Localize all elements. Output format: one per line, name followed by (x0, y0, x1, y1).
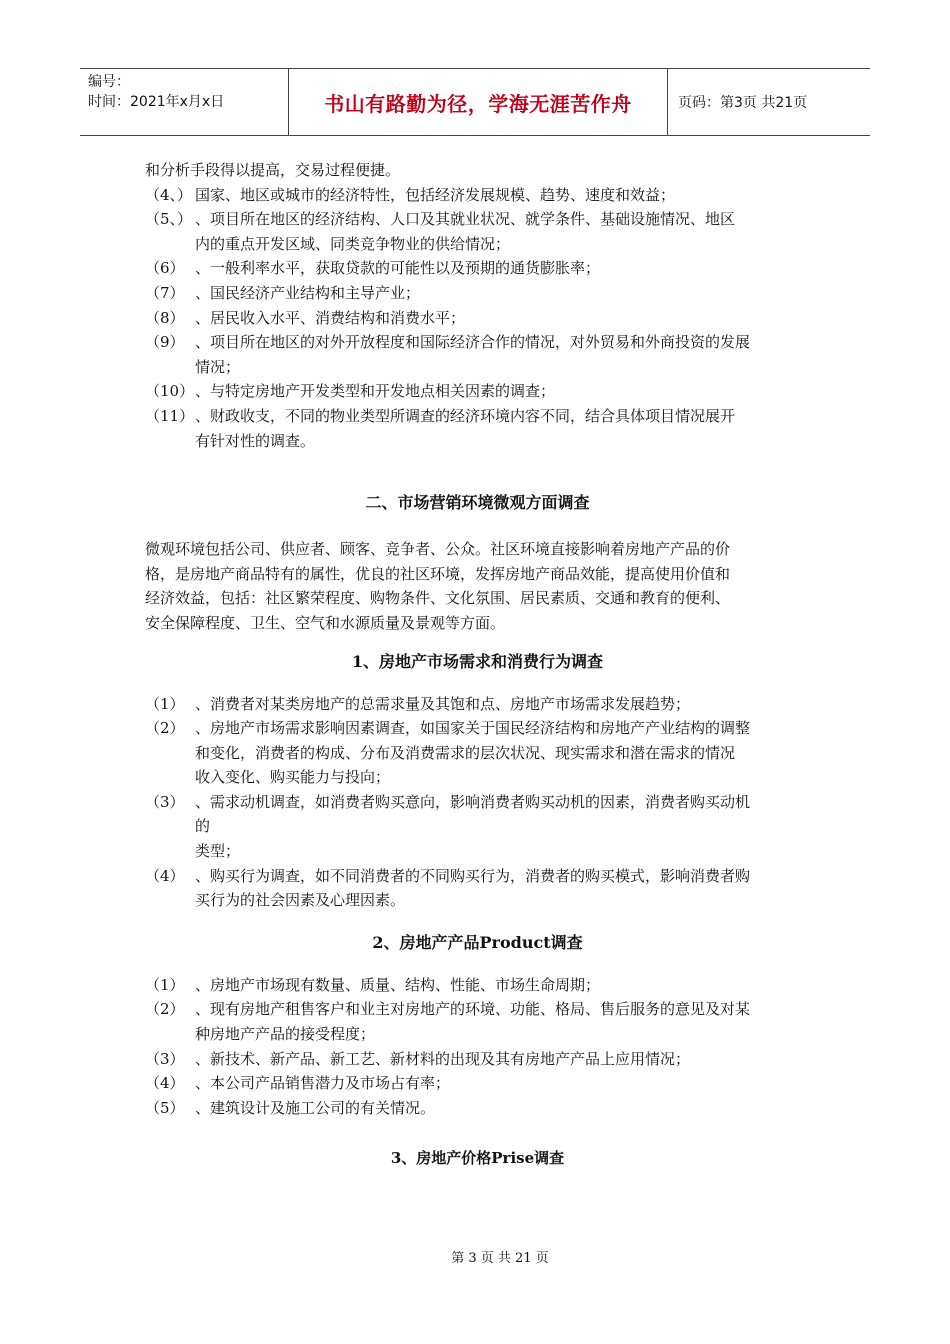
item-text (195, 256, 810, 281)
document-body (145, 158, 810, 1171)
header-motto: 书山有路勤为径，学海无涯苦作舟 (288, 69, 668, 135)
item-text-line: 有针对性的调查。 (195, 431, 316, 450)
list-item (145, 404, 810, 453)
subsection-title: 3、房地产价格Prise调查 (390, 1149, 565, 1168)
item-text (195, 207, 810, 256)
list-item (145, 1071, 810, 1096)
item-text-line: 收入变化、购买能力与投向； (195, 768, 391, 787)
list-item (145, 716, 810, 790)
item-text (195, 692, 810, 717)
item-text (195, 183, 810, 208)
list-item (145, 256, 810, 281)
list-item (145, 864, 810, 913)
item-text-line: 、与特定房地产开发类型和开发地点相关因素的调查； (195, 382, 556, 401)
item-number: （10） (145, 382, 195, 401)
paragraph-line: 经济效益，包括：社区繁荣程度、购物条件、文化氛围、居民素质、交通和教育的便利、 (145, 589, 731, 608)
list-item (145, 379, 810, 404)
item-number: （6） (145, 259, 185, 278)
item-text (195, 1047, 810, 1072)
item-number: （9） (145, 333, 185, 352)
item-text-line: 买行为的社会因素及心理因素。 (195, 891, 406, 910)
product-list (145, 973, 810, 1121)
subsection-title: 1、房地产市场需求和消费行为调查 (351, 651, 604, 671)
item-number: （4） (145, 866, 185, 885)
item-text (195, 790, 810, 864)
item-number: （3） (145, 1049, 185, 1068)
item-number: （7） (145, 283, 185, 302)
time-label: 时间：2021年x月x日 (88, 94, 225, 110)
list-item (145, 183, 810, 208)
item-text-line: 、需求动机调查，如消费者购买意向，影响消费者购买动机的因素，消费者购买动机 (195, 792, 751, 811)
item-text-line: 、财政收支，不同的物业类型所调查的经济环境内容不同，结合具体项目情况展开 (195, 406, 736, 425)
header-page-code: 页码：第3页 共21页 (678, 95, 808, 111)
item-number: （1） (145, 694, 185, 713)
item-number: （2） (145, 1000, 185, 1019)
item-number: （8） (145, 308, 185, 327)
item-text-line: 的 (195, 817, 211, 836)
item-number: （11） (145, 406, 195, 425)
item-text-line: 、消费者对某类房地产的总需求量及其饱和点、房地产市场需求发展趋势； (195, 694, 691, 713)
section-title: 二、市场营销环境微观方面调查 (365, 493, 590, 513)
item-text-line: 、新技术、新产品、新工艺、新材料的出现及其有房地产产品上应用情况； (195, 1049, 691, 1068)
number-label: 编号： (88, 74, 130, 90)
item-text (195, 379, 810, 404)
item-number: （3） (145, 792, 185, 811)
item-text-line: 情况； (195, 357, 241, 376)
item-text-line: 国家、地区或城市的经济特性，包括经济发展规模、趋势、速度和效益； (195, 185, 676, 204)
item-text-line: 、现有房地产租售客户和业主对房地产的环境、功能、格局、售后服务的意见及对某 (195, 1000, 751, 1019)
item-text (195, 864, 810, 913)
micro-env-paragraph (145, 537, 810, 635)
item-number: （4、） (145, 185, 193, 204)
item-text (195, 997, 810, 1046)
item-text-line: 、本公司产品销售潜力及市场占有率； (195, 1074, 451, 1093)
item-text-line: 内的重点开发区域、同类竞争物业的供给情况； (195, 234, 511, 253)
item-text-line: 、居民收入水平、消费结构和消费水平； (195, 308, 466, 327)
item-text (195, 973, 810, 998)
list-item (145, 207, 810, 256)
item-text-line: 、房地产市场需求影响因素调查，如国家关于国民经济结构和房地产产业结构的调整 (195, 719, 751, 738)
item-number: （2） (145, 719, 185, 738)
page-header (80, 68, 870, 136)
economic-list (145, 183, 810, 454)
item-text-line: 、项目所在地区的经济结构、人口及其就业状况、就学条件、基础设施情况、地区 (195, 210, 736, 229)
item-text-line: 、建筑设计及施工公司的有关情况。 (195, 1098, 436, 1117)
item-text-line: 类型； (195, 842, 241, 861)
item-text (195, 306, 810, 331)
item-number: （1） (145, 975, 185, 994)
item-text (195, 330, 810, 379)
list-item (145, 1047, 810, 1072)
item-text (195, 404, 810, 453)
item-text-line: 种房地产产品的接受程度； (195, 1025, 376, 1044)
item-text-line: 、国民经济产业结构和主导产业； (195, 283, 421, 302)
item-text (195, 1071, 810, 1096)
list-item (145, 692, 810, 717)
demand-list (145, 692, 810, 913)
list-item (145, 306, 810, 331)
list-item (145, 973, 810, 998)
item-number: （5、） (145, 210, 193, 229)
item-text (195, 281, 810, 306)
subsection-title: 2、房地产产品Product调查 (372, 932, 583, 952)
item-text-line: 和变化，消费者的构成、分布及消费需求的层次状况、现实需求和潜在需求的情况 (195, 743, 736, 762)
item-text-line: 、项目所在地区的对外开放程度和国际经济合作的情况，对外贸易和外商投资的发展 (195, 333, 751, 352)
list-item (145, 330, 810, 379)
item-number: （4） (145, 1074, 185, 1093)
paragraph-line: 格，是房地产商品特有的属性，优良的社区环境，发挥房地产商品效能，提高使用价值和 (145, 564, 731, 583)
item-text (195, 716, 810, 790)
list-item (145, 790, 810, 864)
header-meta (80, 69, 288, 135)
page-footer: 第 3 页 共 21 页 (451, 1251, 549, 1266)
list-item (145, 997, 810, 1046)
item-text-line: 、购买行为调查，如不同消费者的不同购买行为，消费者的购买模式，影响消费者购 (195, 866, 751, 885)
paragraph-line: 安全保障程度、卫生、空气和水源质量及景观等方面。 (145, 613, 506, 632)
continuation-text: 和分析手段得以提高，交易过程便捷。 (145, 161, 401, 179)
item-number: （5） (145, 1098, 185, 1117)
item-text-line: 、房地产市场现有数量、质量、结构、性能、市场生命周期； (195, 975, 601, 994)
list-item (145, 1096, 810, 1121)
paragraph-line: 微观环境包括公司、供应者、顾客、竞争者、公众。社区环境直接影响着房地产产品的价 (145, 540, 731, 559)
item-text-line: 、一般利率水平，获取贷款的可能性以及预期的通货膨胀率； (195, 259, 601, 278)
list-item (145, 281, 810, 306)
item-text (195, 1096, 810, 1121)
